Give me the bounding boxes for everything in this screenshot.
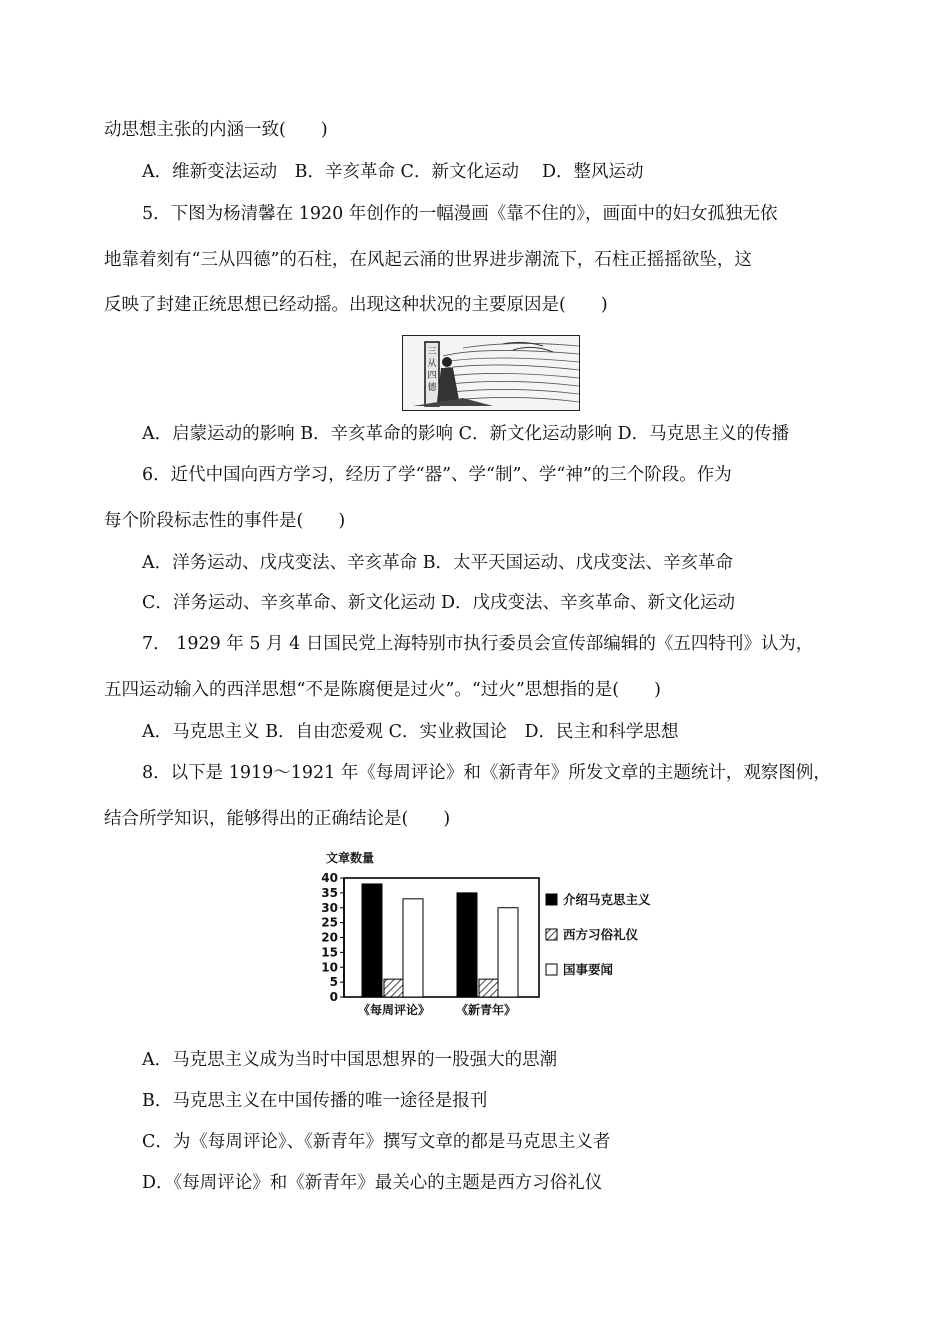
text-line: 结合所学知识，能够得出的正确结论是( ): [104, 809, 451, 829]
text-line: 每个阶段标志性的事件是( ): [104, 511, 346, 531]
text-line: 反映了封建正统思想已经动摇。出现这种状况的主要原因是( ): [104, 295, 608, 315]
y-tick-label: 15: [321, 945, 338, 960]
y-tick-label: 40: [321, 871, 338, 885]
text-line: 地靠着刻有“三从四德”的石柱，在风起云涌的世界进步潮流下，石柱正摇摇欲坠，这: [104, 250, 752, 270]
bar-customs: [384, 979, 404, 997]
y-tick-label: 25: [321, 915, 338, 930]
q8-option-a: A．马克思主义成为当时中国思想界的一股强大的思潮: [142, 1050, 558, 1070]
legend-label: 介绍马克思主义: [563, 892, 651, 907]
column-char: 三: [427, 347, 437, 357]
bar-marxism: [362, 884, 382, 997]
q5-options: A．启蒙运动的影响 B．辛亥革命的影响 C．新文化运动影响 D．马克思主义的传播: [142, 424, 790, 444]
bar-customs: [479, 979, 499, 997]
bar-marxism: [457, 893, 477, 997]
q8-option-b: B．马克思主义在中国传播的唯一途径是报刊: [142, 1091, 488, 1111]
woman-figure: [437, 368, 459, 402]
q4-options: A．维新变法运动 B．辛亥革命 C．新文化运动 D．整风运动: [142, 162, 644, 182]
q5-stem: 5．下图为杨清馨在 1920 年创作的一幅漫画《靠不住的》，画面中的妇女孤独无依: [142, 204, 778, 224]
y-tick-label: 5: [329, 975, 338, 990]
q7-stem: 7． 1929 年 5 月 4 日国民党上海特别市执行委员会宣传部编辑的《五四特刊》认为，: [142, 634, 814, 654]
q6-stem: 6．近代中国向西方学习，经历了学“器”、学“制”、学“神”的三个阶段。作为: [142, 465, 732, 485]
legend-swatch: [546, 964, 557, 975]
x-category-label: 《新青年》: [455, 1003, 517, 1017]
column-char: 德: [427, 383, 437, 393]
text-line: 五四运动输入的西洋思想“不是陈腐便是过火”。“过火”思想指的是( ): [104, 680, 661, 700]
text-line: 动思想主张的内涵一致( ): [104, 120, 328, 140]
x-category-label: 《每周评论》: [357, 1003, 431, 1017]
legend-label: 西方习俗礼仪: [563, 927, 639, 942]
q8-stem: 8．以下是 1919～1921 年《每周评论》和《新青年》所发文章的主题统计，观察图例，: [142, 763, 831, 783]
column-char: 从: [427, 359, 437, 369]
y-tick-label: 35: [321, 885, 338, 900]
legend-swatch: [546, 894, 557, 905]
y-tick-label: 0: [329, 990, 338, 1004]
q8-option-d: D．《每周评论》和《新青年》最关心的主题是西方习俗礼仪: [142, 1173, 603, 1193]
q8-option-c: C．为《每周评论》、《新青年》撰写文章的都是马克思主义者: [142, 1132, 611, 1152]
y-tick-label: 30: [321, 900, 338, 915]
bar-news: [498, 908, 518, 997]
y-tick-label: 20: [321, 930, 338, 945]
q7-options: A．马克思主义 B．自由恋爱观 C．实业救国论 D．民主和科学思想: [142, 722, 679, 742]
woman-head: [442, 357, 452, 367]
legend-swatch: [546, 929, 557, 940]
y-axis-label: 文章数量: [326, 851, 375, 865]
bar-chart: [318, 850, 678, 1025]
q6-option-row: A．洋务运动、戊戌变法、辛亥革命 B．太平天国运动、戊戌变法、辛亥革命: [142, 553, 734, 573]
column-char: 四: [427, 371, 437, 381]
cartoon-drawing: [403, 336, 579, 410]
legend-label: 国事要闻: [563, 962, 614, 977]
y-tick-label: 10: [321, 960, 338, 975]
q6-option-row: C．洋务运动、辛亥革命、新文化运动 D．戊戌变法、辛亥革命、新文化运动: [142, 593, 735, 613]
cartoon-image: [402, 335, 580, 411]
bar-news: [403, 899, 423, 997]
